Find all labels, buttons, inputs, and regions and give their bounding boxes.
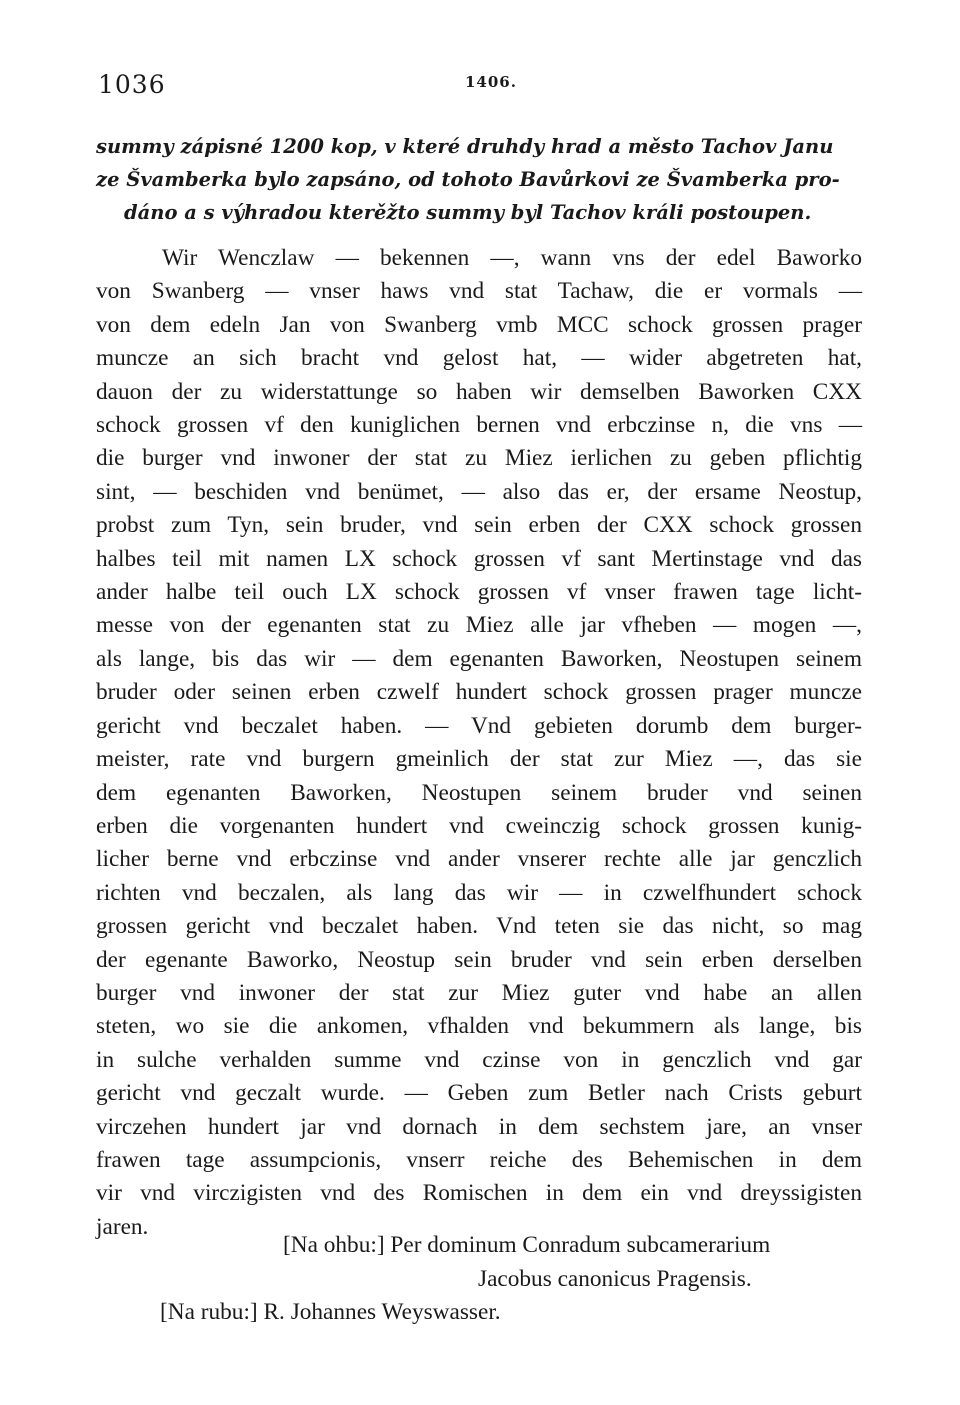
text-line: sint, — beschiden vnd benümet, — also das er, der ersame Neostup, xyxy=(96,478,862,505)
summary-line: summy zápisné 1200 kop, v které druhdy hrad a město Tachov Janu xyxy=(96,135,834,158)
text-line: von Swanberg — vnser haws vnd stat Tachaw, die er vormals — xyxy=(96,278,862,305)
text-line: erben die vorgenanten hundert vnd cweinczig schock grossen kunig- xyxy=(96,812,862,839)
text-line: vir vnd virczigisten vnd des Romischen in dem ein vnd dreyssigisten xyxy=(96,1180,862,1207)
text-line: meister, rate vnd burgern gmeinlich der stat zur Miez —, das sie xyxy=(96,746,862,773)
page-number: 1036 xyxy=(98,70,166,99)
text-line: richten vnd beczalen, als lang das wir — in czwelfhundert schock xyxy=(96,879,862,906)
back-note: [Na ohbu:] Per dominum Conradum subcamerarium xyxy=(283,1232,771,1258)
summary-line: dáno a s výhradou kterěžto summy byl Tachov králi postoupen. xyxy=(124,201,812,224)
text-line: der egenante Baworko, Neostup sein bruder vnd sein erben derselben xyxy=(96,946,862,973)
text-line: die burger vnd inwoner der stat zu Miez ierlichen zu geben pflichtig xyxy=(96,445,862,472)
text-line: licher berne vnd erbczinse vnd ander vnserer rechte alle jar genczlich xyxy=(96,846,862,873)
text-line: frawen tage assumpcionis, vnserr reiche des Behemischen in dem xyxy=(96,1146,862,1173)
running-header-year: 1406. xyxy=(465,73,517,91)
czech-summary xyxy=(96,130,862,229)
summary-line: ze Švamberka bylo zapsáno, od tohoto Bavůrkovi ze Švamberka pro- xyxy=(96,168,840,191)
text-line: als lange, bis das wir — dem egenanten Baworken, Neostupen seinem xyxy=(96,645,862,672)
text-line: probst zum Tyn, sein bruder, vnd sein erben der CXX schock grossen xyxy=(96,512,862,539)
text-line: Wir Wenczlaw — bekennen —, wann vns der edel Baworko xyxy=(162,245,862,271)
text-line: jaren. xyxy=(96,1213,149,1240)
text-line: virczehen hundert jar vnd dornach in dem sechstem jare, an vnser xyxy=(96,1113,862,1140)
text-line: in sulche verhalden summe vnd czinse von in genczlich vnd gar xyxy=(96,1046,862,1073)
text-line: ander halbe teil ouch LX schock grossen vf vnser frawen tage licht- xyxy=(96,579,862,606)
text-line: von dem edeln Jan von Swanberg vmb MCC schock grossen prager xyxy=(96,311,862,338)
text-line: burger vnd inwoner der stat zur Miez guter vnd habe an allen xyxy=(96,979,862,1006)
text-line: grossen gericht vnd beczalet haben. Vnd teten sie das nicht, so mag xyxy=(96,913,862,940)
text-line: gericht vnd beczalet haben. — Vnd gebieten dorumb dem burger- xyxy=(96,712,862,739)
text-line: messe von der egenanten stat zu Miez alle jar vfheben — mogen —, xyxy=(96,612,862,639)
text-line: halbes teil mit namen LX schock grossen vf sant Mertinstage vnd das xyxy=(96,545,862,572)
charter-text xyxy=(96,242,862,1244)
page-header xyxy=(98,70,860,110)
front-note: [Na rubu:] R. Johannes Weyswasser. xyxy=(160,1299,501,1325)
text-line: gericht vnd geczalt wurde. — Geben zum Betler nach Crists geburt xyxy=(96,1080,862,1107)
text-line: steten, wo sie die ankomen, vfhalden vnd bekummern als lange, bis xyxy=(96,1013,862,1040)
text-line: dauon der zu widerstattunge so haben wir demselben Baworken CXX xyxy=(96,378,862,405)
text-line: bruder oder seinen erben czwelf hundert schock grossen prager muncze xyxy=(96,679,862,706)
text-line: dem egenanten Baworken, Neostupen seinem bruder vnd seinen xyxy=(96,779,862,806)
signer-note: Jacobus canonicus Pragensis. xyxy=(478,1266,752,1292)
text-line: muncze an sich bracht vnd gelost hat, — wider abgetreten hat, xyxy=(96,345,862,372)
text-line: schock grossen vf den kuniglichen bernen vnd erbczinse n, die vns — xyxy=(96,412,862,439)
